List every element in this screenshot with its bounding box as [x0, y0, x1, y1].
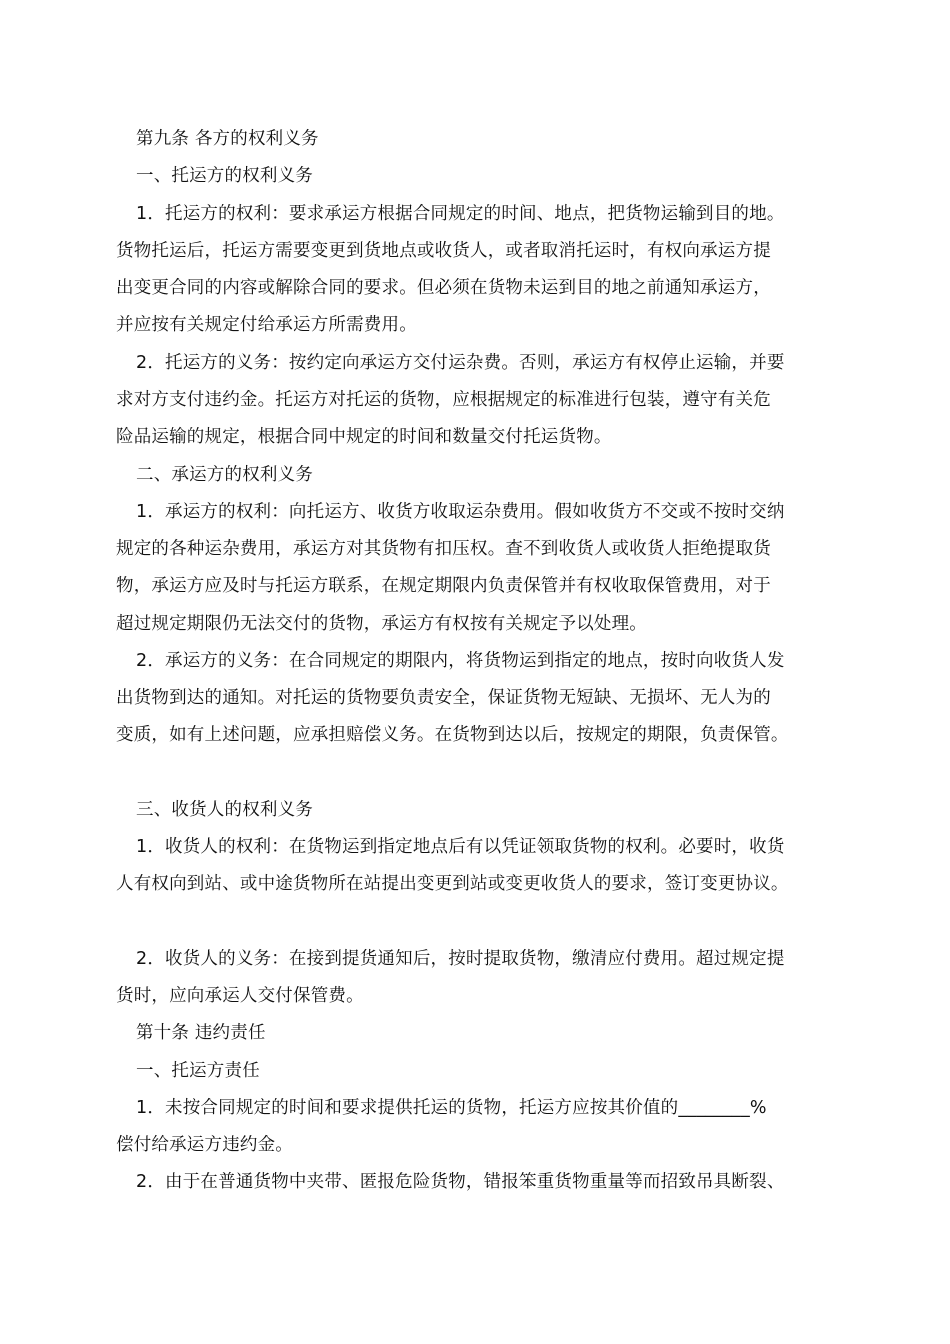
paragraph-line: 出货物到达的通知。对托运的货物要负责安全，保证货物无短缺、无损坏、无人为的 — [116, 688, 771, 708]
paragraph-line: 超过规定期限仍无法交付的货物，承运方有权按有关规定予以处理。 — [116, 614, 647, 634]
paragraph-line: 2．托运方的义务：按约定向承运方交付运杂费。否则，承运方有权停止运输，并要 — [136, 353, 785, 373]
section-heading-shipper: 一、托运方的权利义务 — [136, 166, 313, 186]
paragraph-line: 求对方支付违约金。托运方对托运的货物，应根据规定的标准进行包装，遵守有关危 — [116, 390, 771, 410]
paragraph-line: 规定的各种运杂费用，承运方对其货物有扣压权。查不到收货人或收货人拒绝提取货 — [116, 539, 771, 559]
paragraph-line: 1．托运方的权利：要求承运方根据合同规定的时间、地点，把货物运输到目的地。 — [136, 204, 785, 224]
article-10-heading: 第十条 违约责任 — [136, 1023, 266, 1043]
paragraph-line: 1．承运方的权利：向托运方、收货方收取运杂费用。假如收货方不交或不按时交纳 — [136, 502, 785, 522]
paragraph-line: 险品运输的规定，根据合同中规定的时间和数量交付托运货物。 — [116, 427, 612, 447]
section-heading-carrier: 二、承运方的权利义务 — [136, 465, 313, 485]
section-heading-shipper-liability: 一、托运方责任 — [136, 1061, 260, 1081]
paragraph-line: 2．收货人的义务：在接到提货通知后，按时提取货物，缴清应付费用。超过规定提 — [136, 949, 785, 969]
paragraph-line: 并应按有关规定付给承运方所需费用。 — [116, 315, 417, 335]
paragraph-line: 货时，应向承运人交付保管费。 — [116, 986, 364, 1006]
paragraph-line: 物，承运方应及时与托运方联系，在规定期限内负责保管并有权收取保管费用，对于 — [116, 576, 771, 596]
section-heading-consignee: 三、收货人的权利义务 — [136, 800, 313, 820]
paragraph-line: 1．收货人的权利：在货物运到指定地点后有以凭证领取货物的权利。必要时，收货 — [136, 837, 785, 857]
paragraph-line: 偿付给承运方违约金。 — [116, 1135, 293, 1155]
paragraph-line: 货物托运后，托运方需要变更到货地点或收货人，或者取消托运时，有权向承运方提 — [116, 241, 771, 261]
paragraph-line: 2．承运方的义务：在合同规定的期限内，将货物运到指定的地点，按时向收货人发 — [136, 651, 785, 671]
paragraph-line: 出变更合同的内容或解除合同的要求。但必须在货物未运到目的地之前通知承运方， — [116, 278, 771, 298]
article-9-heading: 第九条 各方的权利义务 — [136, 129, 319, 149]
paragraph-line: 人有权向到站、或中途货物所在站提出变更到站或变更收货人的要求，签订变更协议。 — [116, 874, 789, 894]
paragraph-line: 1．未按合同规定的时间和要求提供托运的货物，托运方应按其价值的________% — [136, 1098, 767, 1118]
paragraph-line: 2．由于在普通货物中夹带、匿报危险货物，错报笨重货物重量等而招致吊具断裂、 — [136, 1172, 785, 1192]
paragraph-line: 变质，如有上述问题，应承担赔偿义务。在货物到达以后，按规定的期限，负责保管。 — [116, 725, 789, 745]
